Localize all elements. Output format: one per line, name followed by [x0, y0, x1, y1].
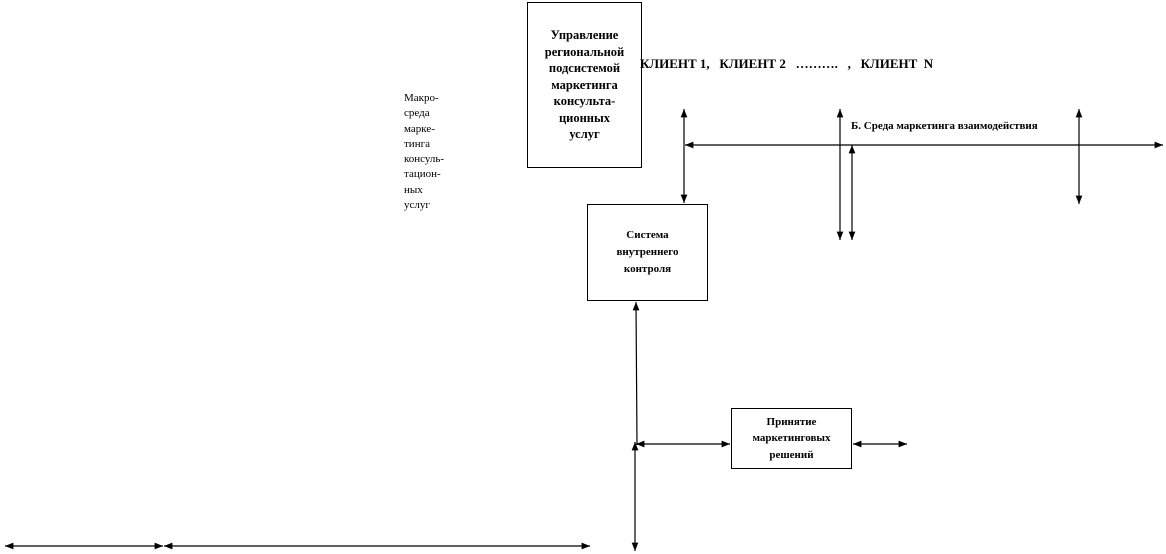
management-subsystem-label: Управление региональной подсистемой маркетинга консульта- ционных услуг	[544, 28, 625, 142]
management-subsystem-box	[527, 2, 642, 168]
marketing-decisions-label: Принятие маркетинговых решений	[752, 415, 831, 461]
macro-environment-label: Макро- среда марке- тинга консуль- тацион- ных услуг	[404, 92, 445, 212]
arrow-control-down	[636, 302, 637, 445]
internal-control-box	[587, 204, 708, 301]
marketing-decisions-box	[731, 408, 852, 469]
interaction-environment-label: Б. Среда маркетинга взаимодействия	[851, 120, 1038, 132]
internal-control-label: Система внутреннего контроля	[616, 229, 679, 275]
clients-list-label: КЛИЕНТ 1, КЛИЕНТ 2 ………. , КЛИЕНТ N	[640, 56, 934, 71]
